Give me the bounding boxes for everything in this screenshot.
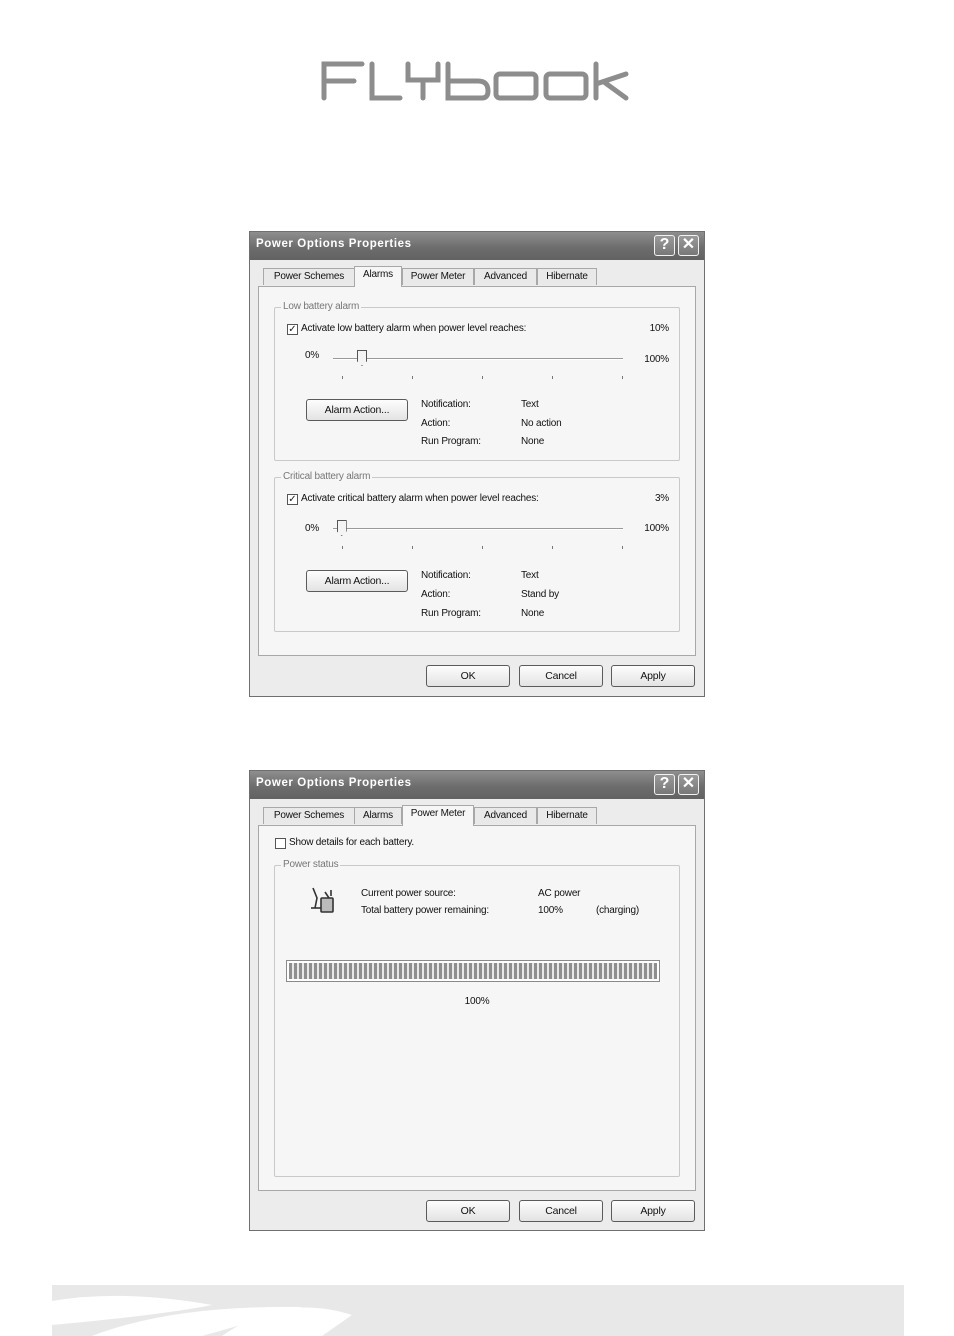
title-bar: [250, 771, 704, 799]
battery-level-meter: [286, 960, 660, 982]
show-details-label: Show details for each battery.: [289, 837, 414, 848]
dialog-title: Power Options Properties: [256, 777, 412, 789]
low-battery-slider-track[interactable]: [333, 358, 623, 360]
info-label: Notification:: [421, 570, 471, 581]
ok-button[interactable]: OK: [426, 665, 510, 687]
low-battery-alarm-action-button[interactable]: Alarm Action...: [306, 399, 408, 421]
critical-battery-group: [274, 471, 680, 632]
slider-tick: [622, 376, 623, 379]
tab-power-schemes[interactable]: Power Schemes: [263, 268, 355, 285]
slider-tick: [552, 376, 553, 379]
flybook-logo: [320, 58, 632, 102]
title-bar: [250, 232, 704, 260]
slider-tick: [412, 376, 413, 379]
power-status-group: [274, 859, 680, 1177]
ok-button[interactable]: OK: [426, 1200, 510, 1222]
info-value: None: [521, 608, 545, 619]
critical-battery-alarm-action-button[interactable]: Alarm Action...: [306, 570, 408, 592]
tab-advanced[interactable]: Advanced: [474, 807, 537, 824]
dialog-title: Power Options Properties: [256, 238, 412, 250]
critical-battery-legend: Critical battery alarm: [283, 471, 371, 482]
info-value: None: [521, 436, 545, 447]
slider-max-label: 100%: [644, 523, 669, 534]
battery-level-fill: [289, 963, 657, 979]
slider-tick: [412, 546, 413, 549]
cancel-button[interactable]: Cancel: [519, 1200, 603, 1222]
tab-power-meter[interactable]: Power Meter: [402, 268, 474, 285]
power-status-legend: Power status: [283, 859, 339, 870]
info-label: Run Program:: [421, 608, 481, 619]
power-options-alarms-dialog: [249, 231, 705, 697]
low-battery-group: [274, 301, 680, 461]
slider-tick: [622, 546, 623, 549]
info-value: Text: [521, 570, 539, 581]
critical-battery-checkbox-label: Activate critical battery alarm when power level reaches:: [301, 493, 539, 504]
low-battery-checkbox[interactable]: ✓: [288, 324, 297, 335]
tab-power-schemes[interactable]: Power Schemes: [263, 807, 355, 824]
help-button[interactable]: ?: [654, 235, 675, 256]
tab-hibernate[interactable]: Hibernate: [537, 268, 597, 285]
slider-min-label: 0%: [305, 350, 320, 361]
slider-tick: [342, 546, 343, 549]
close-button[interactable]: ✕: [678, 774, 699, 795]
decorative-footer-swirl: [52, 1285, 904, 1336]
ac-plug-battery-icon: [309, 886, 337, 916]
info-label: Run Program:: [421, 436, 481, 447]
low-battery-legend: Low battery alarm: [283, 301, 360, 312]
low-battery-checkbox-label: Activate low battery alarm when power level reaches:: [301, 323, 527, 334]
tab-advanced[interactable]: Advanced: [474, 268, 537, 285]
slider-max-label: 100%: [644, 354, 669, 365]
cancel-button[interactable]: Cancel: [519, 665, 603, 687]
info-value: No action: [521, 418, 562, 429]
help-button[interactable]: ?: [654, 774, 675, 795]
critical-battery-checkbox[interactable]: ✓: [288, 494, 297, 505]
charging-status: (charging): [596, 905, 640, 916]
info-value: Stand by: [521, 589, 559, 600]
info-label: Action:: [421, 589, 451, 600]
critical-battery-slider-thumb[interactable]: [337, 520, 347, 536]
alarms-panel: [258, 286, 696, 656]
slider-tick: [482, 376, 483, 379]
slider-tick: [482, 546, 483, 549]
low-battery-slider-thumb[interactable]: [357, 350, 367, 366]
tab-power-meter[interactable]: Power Meter: [402, 805, 474, 826]
slider-tick: [342, 376, 343, 379]
info-label: Notification:: [421, 399, 471, 410]
power-options-meter-dialog: [249, 770, 705, 1231]
current-source-value: AC power: [538, 888, 581, 899]
remaining-value: 100%: [538, 905, 563, 916]
low-battery-value: 10%: [649, 323, 669, 334]
current-source-label: Current power source:: [361, 888, 456, 899]
apply-button[interactable]: Apply: [611, 1200, 695, 1222]
apply-button[interactable]: Apply: [611, 665, 695, 687]
info-label: Action:: [421, 418, 451, 429]
slider-tick: [552, 546, 553, 549]
tab-hibernate[interactable]: Hibernate: [537, 807, 597, 824]
battery-level-caption: 100%: [464, 996, 490, 1007]
slider-min-label: 0%: [305, 523, 320, 534]
power-meter-panel: [258, 825, 696, 1191]
tab-alarms[interactable]: Alarms: [354, 266, 402, 287]
critical-battery-value: 3%: [654, 493, 669, 504]
tab-alarms[interactable]: Alarms: [354, 807, 402, 824]
remaining-label: Total battery power remaining:: [361, 905, 489, 916]
info-value: Text: [521, 399, 539, 410]
show-details-checkbox[interactable]: [275, 838, 286, 849]
close-button[interactable]: ✕: [678, 235, 699, 256]
critical-battery-slider-track[interactable]: [333, 528, 623, 530]
